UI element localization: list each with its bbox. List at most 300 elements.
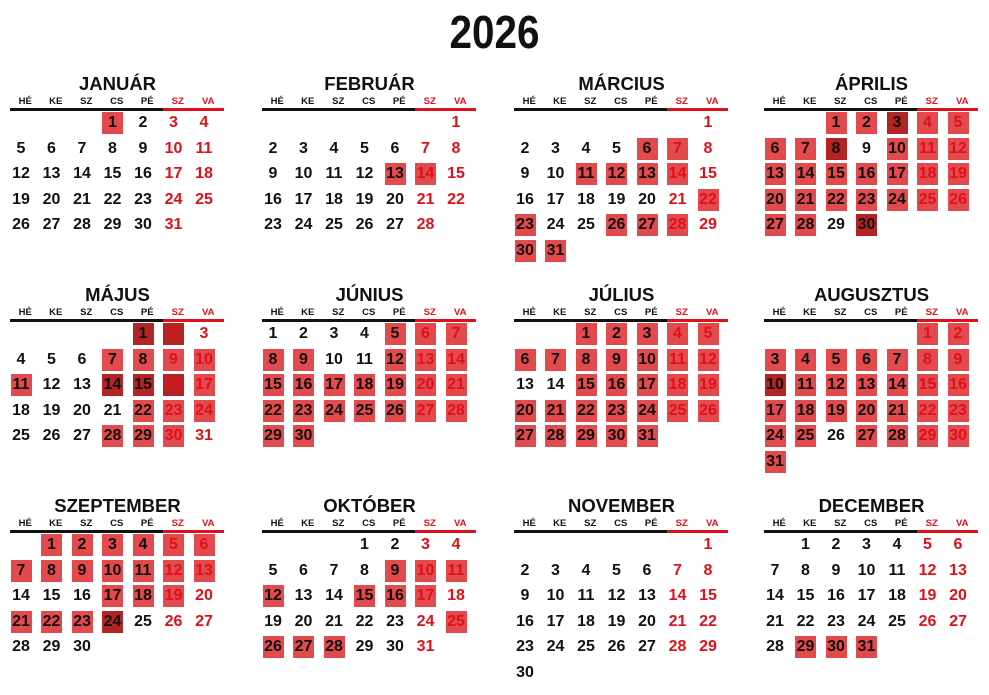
day-cell: 8 [451, 139, 461, 157]
day-cell: 15 [447, 165, 465, 182]
day-cell: 15 [103, 165, 122, 182]
day-cell: 6 [515, 349, 536, 371]
day-cell: 30 [948, 425, 969, 447]
weekday-label: CS [864, 518, 878, 529]
day-cell: 11 [577, 587, 595, 604]
weekday-header [10, 518, 225, 530]
day-cell: 18 [577, 612, 595, 630]
month-name: DECEMBER [818, 495, 925, 516]
weekday-label: SZ [80, 96, 93, 107]
day-cell: 15 [796, 587, 815, 604]
day-cell: 14 [668, 587, 687, 604]
header-rule [262, 108, 415, 111]
day-cell: 15 [576, 374, 597, 396]
day-cell: 13 [385, 163, 406, 185]
day-cell: 13 [949, 561, 967, 579]
day-cell: 19 [948, 163, 969, 185]
day-grid [262, 112, 477, 272]
day-cell: 11 [356, 350, 373, 368]
day-cell: 2 [948, 323, 969, 345]
day-cell: 30 [826, 636, 847, 658]
day-cell: 16 [293, 374, 314, 396]
weekday-header [10, 96, 225, 108]
day-cell: 15 [42, 587, 61, 604]
day-cell: 28 [545, 425, 566, 447]
weekend-header-rule [415, 319, 476, 322]
day-grid [10, 534, 225, 694]
weekday-label: HÉ [522, 96, 536, 107]
day-cell: 29 [133, 425, 154, 447]
month-2 [262, 73, 477, 273]
day-cell: 21 [103, 401, 122, 419]
weekday-label: KE [553, 307, 567, 318]
weekday-header [514, 518, 729, 530]
day-grid [262, 323, 477, 483]
month-name: JÚLIUS [588, 284, 655, 305]
weekday-label: VA [706, 96, 719, 107]
day-cell: 20 [42, 190, 61, 208]
day-cell: 19 [918, 587, 937, 604]
day-cell: 4 [667, 323, 688, 345]
day-grid [764, 112, 979, 272]
month-1 [10, 73, 225, 273]
day-cell: 11 [667, 349, 688, 371]
day-cell: 1 [576, 323, 597, 345]
day-cell: 25 [795, 425, 816, 447]
day-cell: 23 [264, 216, 282, 233]
day-cell: 2 [831, 536, 841, 553]
weekday-label: SZ [171, 307, 184, 318]
weekday-label: KE [803, 307, 817, 318]
day-cell: 6 [194, 534, 215, 556]
day-cell: 28 [73, 216, 91, 233]
month-12 [764, 495, 979, 695]
day-cell: 28 [668, 638, 687, 655]
day-cell: 10 [102, 560, 123, 582]
weekday-label: VA [202, 518, 215, 529]
day-cell: 26 [12, 216, 30, 233]
day-cell: 22 [263, 400, 284, 422]
day-cell: 11 [446, 560, 467, 582]
day-cell: 4 [16, 350, 26, 368]
day-cell: 13 [42, 165, 61, 182]
weekday-label: HÉ [270, 96, 284, 107]
day-cell: 12 [918, 561, 937, 579]
day-cell: 12 [263, 585, 284, 607]
day-cell: 22 [917, 400, 938, 422]
day-cell: 21 [73, 190, 91, 208]
day-cell: 8 [703, 561, 713, 579]
weekday-label: CS [614, 96, 628, 107]
day-cell: 9 [520, 165, 530, 182]
weekday-label: SZ [675, 518, 688, 529]
day-cell: 21 [668, 612, 687, 630]
day-cell: 10 [546, 165, 565, 182]
day-cell: 10 [194, 349, 215, 371]
day-cell: 20 [195, 587, 213, 604]
month-9 [10, 495, 225, 695]
day-cell: 12 [607, 587, 626, 604]
month-5 [10, 284, 225, 484]
day-cell: 9 [163, 349, 184, 371]
day-cell: 18 [354, 374, 375, 396]
day-cell: 27 [637, 214, 658, 236]
weekday-label: PÉ [392, 96, 406, 107]
day-cell: 15 [826, 163, 847, 185]
day-cell: 2 [520, 139, 530, 157]
weekday-label: HÉ [522, 518, 536, 529]
day-cell: 22 [41, 611, 62, 633]
day-cell: 25 [12, 427, 30, 444]
day-cell: 16 [264, 190, 282, 208]
day-cell: 7 [421, 139, 430, 157]
day-cell: 18 [195, 165, 213, 182]
day-grid [514, 323, 729, 483]
day-cell: 30 [386, 638, 404, 655]
weekday-label: SZ [423, 307, 436, 318]
day-cell: 24 [324, 400, 345, 422]
day-cell: 29 [263, 425, 284, 447]
day-cell: 25 [917, 189, 938, 211]
day-cell: 6 [637, 138, 658, 160]
day-cell: 19 [826, 400, 847, 422]
day-cell: 9 [138, 139, 148, 157]
day-cell: 28 [667, 214, 688, 236]
day-cell: 29 [576, 425, 597, 447]
day-cell: 9 [293, 349, 314, 371]
day-cell: 17 [546, 190, 565, 208]
day-cell: 3 [551, 561, 560, 579]
day-cell: 30 [163, 425, 184, 447]
day-cell: 26 [42, 427, 61, 444]
day-cell: 9 [385, 560, 406, 582]
weekday-label: CS [362, 96, 376, 107]
day-cell: 4 [917, 112, 938, 134]
weekday-label: CS [614, 307, 628, 318]
day-cell: 4 [360, 325, 369, 342]
day-cell: 2 [72, 534, 93, 556]
day-cell: 28 [416, 216, 435, 233]
day-cell: 2 [138, 114, 148, 131]
day-cell: 29 [827, 216, 845, 233]
day-cell: 22 [576, 400, 597, 422]
day-cell: 3 [329, 325, 339, 342]
day-cell: 28 [12, 638, 30, 655]
day-cell: 17 [194, 374, 215, 396]
day-cell: 6 [47, 139, 56, 157]
day-cell: 10 [857, 561, 876, 579]
weekday-label: SZ [584, 96, 597, 107]
day-cell: 8 [360, 561, 369, 579]
weekday-header [262, 96, 477, 108]
day-cell: 4 [199, 114, 209, 131]
day-cell: 23 [163, 400, 184, 422]
day-cell: 22 [355, 612, 374, 630]
day-cell: 12 [606, 163, 627, 185]
month-10 [262, 495, 477, 695]
day-cell: 21 [887, 400, 908, 422]
weekday-label: HÉ [522, 307, 536, 318]
day-cell: 8 [576, 349, 597, 371]
day-cell: 24 [164, 190, 183, 208]
day-cell: 21 [795, 189, 816, 211]
weekday-label: CS [362, 518, 376, 529]
header-rule [514, 530, 667, 533]
weekend-header-rule [917, 319, 978, 322]
day-cell: 8 [703, 139, 713, 157]
day-cell: 27 [949, 612, 967, 630]
day-cell: 23 [827, 612, 845, 630]
day-cell: 6 [765, 138, 786, 160]
weekday-label: PÉ [140, 96, 154, 107]
day-cell: 8 [133, 349, 154, 371]
weekday-label: HÉ [18, 96, 32, 107]
weekday-label: KE [553, 96, 567, 107]
day-cell: 10 [887, 138, 908, 160]
day-cell: 1 [917, 323, 938, 345]
weekday-label: VA [454, 307, 467, 318]
day-cell: 31 [164, 216, 183, 233]
day-cell: 10 [294, 165, 313, 182]
day-cell: 11 [917, 138, 938, 160]
day-cell: 6 [856, 349, 877, 371]
month-7 [514, 284, 729, 484]
header-rule [10, 530, 163, 533]
day-cell: 31 [195, 427, 213, 444]
day-cell: 20 [515, 400, 536, 422]
day-cell: 13 [516, 376, 534, 393]
weekday-label: SZ [423, 518, 436, 529]
day-cell: 26 [698, 400, 719, 422]
day-cell: 14 [415, 163, 436, 185]
weekday-label: PÉ [140, 307, 154, 318]
day-cell: 5 [268, 561, 278, 579]
day-cell: 19 [42, 401, 61, 419]
day-cell: 17 [637, 374, 658, 396]
day-cell: 16 [516, 612, 534, 630]
day-cell: 4 [329, 139, 339, 157]
day-cell: 7 [795, 138, 816, 160]
year-title: 2026 [449, 6, 540, 58]
weekday-label: SZ [171, 518, 184, 529]
day-cell: 9 [520, 587, 530, 604]
day-cell: 5 [612, 139, 621, 157]
day-cell: 27 [42, 216, 61, 233]
day-cell: 25 [577, 216, 595, 233]
weekday-label: KE [301, 307, 315, 318]
day-cell: 5 [16, 139, 26, 157]
month-name: MÁJUS [85, 284, 150, 305]
day-cell: 2 [856, 112, 877, 134]
day-cell: 4 [581, 561, 591, 579]
day-cell: 28 [446, 400, 467, 422]
day-cell: 30 [134, 216, 152, 233]
day-cell: 20 [949, 587, 967, 604]
day-cell: 23 [606, 400, 627, 422]
day-cell: 21 [446, 374, 467, 396]
day-cell: 1 [703, 536, 713, 553]
day-cell: 1 [102, 112, 123, 134]
day-cell: 5 [385, 323, 406, 345]
day-cell: 18 [577, 190, 595, 208]
weekday-label: HÉ [18, 307, 32, 318]
day-cell: 18 [133, 585, 154, 607]
day-cell: 8 [801, 561, 810, 579]
day-cell: 26 [918, 612, 937, 630]
weekday-label: VA [706, 307, 719, 318]
day-cell: 7 [770, 561, 780, 579]
weekday-label: PÉ [644, 307, 658, 318]
weekday-label: PÉ [140, 518, 154, 529]
day-cell: 22 [796, 612, 815, 630]
day-cell: 28 [887, 425, 908, 447]
day-cell: 20 [73, 401, 91, 419]
day-cell: 11 [795, 374, 816, 396]
day-cell: 6 [415, 323, 436, 345]
day-cell: 18 [667, 374, 688, 396]
weekday-label: VA [706, 518, 719, 529]
day-cell: 6 [642, 561, 652, 579]
weekday-label: CS [110, 518, 124, 529]
header-rule [764, 530, 917, 533]
day-cell: 21 [766, 612, 784, 630]
weekday-label: KE [49, 307, 63, 318]
day-cell: 1 [703, 114, 713, 131]
weekday-header [764, 96, 979, 108]
day-cell: 24 [887, 189, 908, 211]
day-cell: 23 [948, 400, 969, 422]
day-cell: 19 [385, 374, 406, 396]
day-cell: 29 [355, 638, 374, 655]
day-cell: 3 [551, 139, 560, 157]
day-cell: 17 [887, 163, 908, 185]
day-cell: 20 [294, 612, 313, 630]
day-cell: 12 [826, 374, 847, 396]
month-6 [262, 284, 477, 484]
day-cell: 1 [801, 536, 810, 553]
day-cell: 11 [325, 165, 343, 182]
header-rule [514, 108, 667, 111]
day-cell: 25 [667, 400, 688, 422]
weekday-label: SZ [834, 96, 847, 107]
weekend-header-rule [163, 530, 224, 533]
weekday-header [10, 307, 225, 319]
day-cell: 1 [268, 325, 278, 342]
weekday-label: KE [49, 96, 63, 107]
day-cell: 22 [826, 189, 847, 211]
day-cell: 15 [133, 374, 154, 396]
day-cell: 29 [42, 638, 61, 655]
header-rule [262, 530, 415, 533]
header-rule [10, 108, 163, 111]
day-cell: 8 [917, 349, 938, 371]
day-cell: 7 [545, 349, 566, 371]
day-cell: 7 [77, 139, 87, 157]
day-cell: 25 [577, 638, 595, 655]
weekday-label: PÉ [894, 307, 908, 318]
day-cell: 19 [607, 612, 626, 630]
month-name: OKTÓBER [323, 495, 416, 516]
weekday-label: SZ [80, 518, 93, 529]
day-cell: 31 [856, 636, 877, 658]
month-name: ÁPRILIS [835, 73, 908, 94]
day-cell: 27 [515, 425, 536, 447]
weekday-label: PÉ [644, 96, 658, 107]
day-cell: 31 [416, 638, 435, 655]
day-cell: 9 [831, 561, 841, 579]
day-cell: 12 [355, 165, 374, 182]
day-cell: 9 [606, 349, 627, 371]
weekday-label: PÉ [644, 518, 658, 529]
day-cell: 19 [163, 585, 184, 607]
month-name: FEBRUÁR [324, 73, 415, 94]
day-cell: 13 [637, 163, 658, 185]
day-cell: 5 [612, 561, 621, 579]
day-cell: 19 [264, 612, 282, 630]
day-cell: 23 [386, 612, 404, 630]
weekend-header-rule [415, 108, 476, 111]
day-cell: 22 [133, 400, 154, 422]
day-cell: 27 [856, 425, 877, 447]
day-cell: 14 [325, 587, 343, 604]
day-cell: 17 [102, 585, 123, 607]
day-cell: 31 [545, 240, 566, 262]
day-cell: 24 [546, 216, 565, 233]
day-cell: 28 [102, 425, 123, 447]
weekday-label: SZ [925, 96, 938, 107]
day-cell: 22 [699, 612, 717, 630]
weekday-label: CS [614, 518, 628, 529]
weekday-label: PÉ [392, 307, 406, 318]
day-cell: 23 [134, 190, 152, 208]
day-cell: 19 [607, 190, 626, 208]
day-cell: 18 [795, 400, 816, 422]
day-cell: 25 [888, 612, 906, 630]
day-cell: 17 [765, 400, 786, 422]
day-cell: 24 [546, 638, 565, 655]
day-cell: 16 [73, 587, 91, 604]
day-cell: 23 [293, 400, 314, 422]
day-grid [764, 323, 979, 483]
weekday-label: KE [553, 518, 567, 529]
day-cell: 27 [73, 427, 91, 444]
day-cell: 6 [953, 536, 963, 553]
day-cell: 13 [73, 376, 91, 393]
day-cell: 27 [638, 638, 656, 655]
weekday-label: HÉ [772, 518, 786, 529]
day-cell: 26 [355, 216, 374, 233]
day-cell: 2 [520, 561, 530, 579]
day-cell: 3 [862, 536, 871, 553]
day-cell: 11 [888, 561, 906, 579]
weekend-header-rule [163, 108, 224, 111]
day-cell: 14 [12, 587, 30, 604]
day-cell: 2 [163, 323, 184, 345]
day-cell: 26 [385, 400, 406, 422]
day-cell: 1 [826, 112, 847, 134]
day-cell: 1 [41, 534, 62, 556]
day-cell: 12 [163, 560, 184, 582]
day-cell: 3 [169, 114, 178, 131]
day-cell: 13 [856, 374, 877, 396]
day-cell: 18 [325, 190, 343, 208]
weekday-label: SZ [925, 307, 938, 318]
weekday-label: SZ [584, 307, 597, 318]
day-cell: 26 [948, 189, 969, 211]
day-cell: 1 [133, 323, 154, 345]
day-cell: 7 [11, 560, 32, 582]
day-cell: 5 [923, 536, 932, 553]
